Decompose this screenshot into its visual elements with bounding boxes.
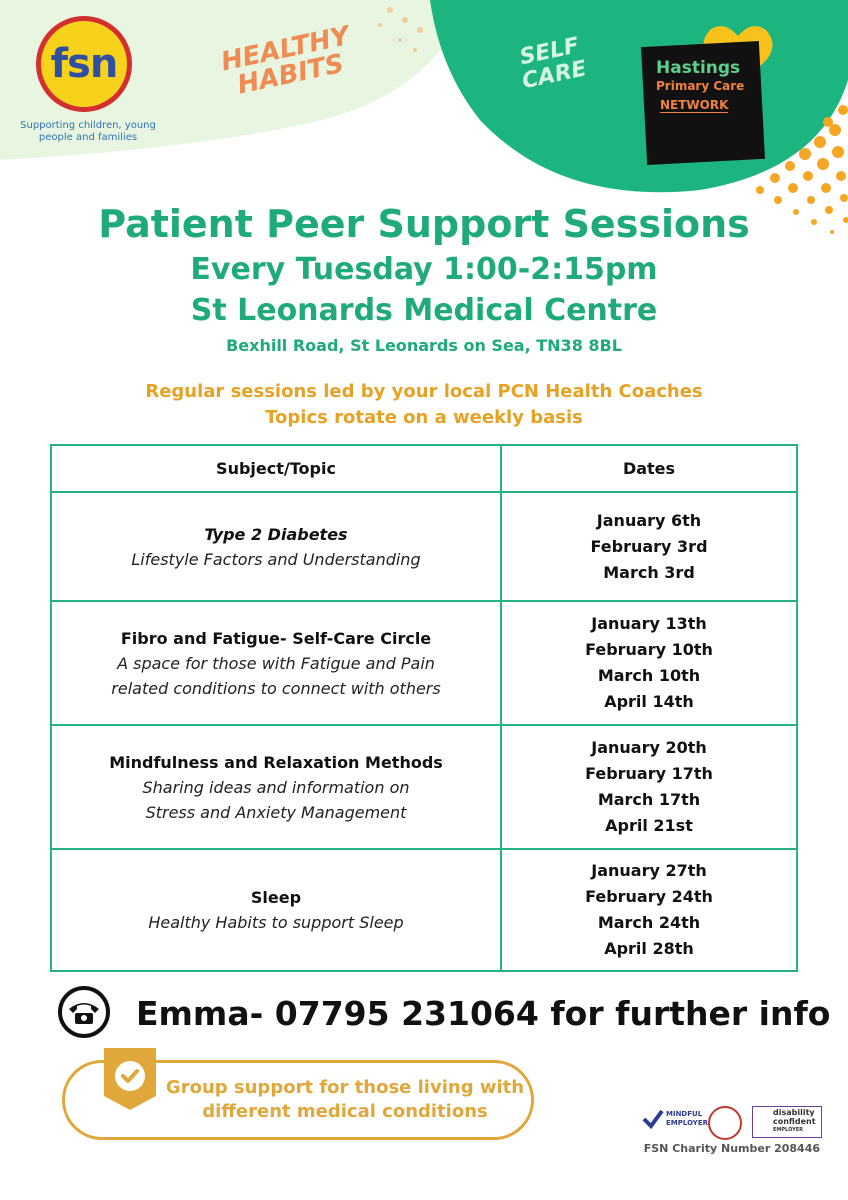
table-row-dates	[502, 726, 796, 848]
date-item: February 10th	[585, 640, 713, 659]
date-item: January 20th	[591, 738, 707, 757]
fsn-logo	[36, 16, 132, 112]
fsn-tagline: Supporting children, young people and families	[20, 120, 156, 143]
phone-icon	[58, 986, 110, 1038]
topic-title: Mindfulness and Relaxation Methods	[109, 752, 443, 772]
contact-info: Emma- 07795 231064 for further info	[136, 994, 831, 1033]
lead-line-1: Regular sessions led by your local PCN Health Coaches	[145, 381, 703, 402]
topic-description: related conditions to connect with others	[111, 678, 441, 698]
hpcn-logo-line3: NETWORK	[660, 98, 729, 112]
fsn-logo-text: fsn	[50, 41, 118, 87]
topic-title: Fibro and Fatigue- Self-Care Circle	[120, 628, 432, 648]
date-item: March 10th	[597, 666, 701, 685]
banner-line-1: Group support for those living with	[165, 1077, 525, 1098]
table-row-dates	[502, 850, 796, 970]
hpcn-logo-line2: Primary Care	[656, 79, 745, 93]
topic-description: Stress and Anxiety Management	[145, 802, 407, 822]
self-care-graphic: SELF CARE	[517, 33, 589, 95]
date-item: March 17th	[597, 790, 701, 809]
date-item: February 3rd	[590, 536, 708, 556]
check-icon	[642, 1108, 664, 1130]
table-header-topic: Subject/Topic	[216, 459, 336, 478]
topic-description: Sharing ideas and information on	[142, 777, 410, 797]
topic-title: Type 2 Diabetes	[204, 524, 348, 544]
date-item: January 27th	[591, 861, 707, 880]
table-header-dates: Dates	[622, 459, 676, 478]
disability-confident-logo	[752, 1106, 822, 1138]
mindful-logo-line2: EMPLOYER	[666, 1119, 709, 1127]
venue-name: St Leonards Medical Centre	[190, 293, 658, 328]
dc-logo-line2: confident	[773, 1117, 816, 1126]
date-item: January 13th	[591, 614, 707, 633]
dc-logo-line1: disability	[773, 1108, 815, 1117]
hastings-pcn-logo	[640, 18, 790, 158]
table-row-topic	[52, 850, 500, 970]
table-row-topic	[52, 602, 500, 724]
date-item: February 17th	[585, 764, 713, 783]
topic-description: Healthy Habits to support Sleep	[148, 913, 404, 932]
charity-number: FSN Charity Number 208446	[643, 1142, 820, 1155]
mindful-employer-logo	[642, 1108, 709, 1138]
checkmark-badge-icon	[104, 1048, 156, 1110]
table-row-dates	[502, 493, 796, 600]
date-item: April 14th	[604, 692, 694, 711]
venue-address: Bexhill Road, St Leonards on Sea, TN38 8BL	[226, 336, 622, 355]
banner-text	[160, 1076, 530, 1124]
date-item: February 24th	[585, 887, 713, 906]
healthy-habits-graphic: HEALTHY HABITS	[218, 21, 353, 101]
lead-line-2: Topics rotate on a weekly basis	[265, 407, 583, 428]
dc-logo-line3: EMPLOYER	[773, 1127, 804, 1133]
date-item: April 28th	[604, 939, 694, 958]
topic-description: A space for those with Fatigue and Pain	[117, 653, 435, 673]
topic-title: Sleep	[250, 888, 302, 907]
date-item: March 24th	[597, 913, 701, 932]
table-row-dates	[502, 602, 796, 724]
mindful-logo-line1: MINDFUL	[666, 1110, 703, 1118]
date-item: March 3rd	[603, 562, 695, 582]
table-row-topic	[52, 493, 500, 600]
banner-line-2: different medical conditions	[202, 1101, 488, 1122]
table-row-topic	[52, 726, 500, 848]
session-time: Every Tuesday 1:00-2:15pm	[190, 252, 658, 287]
hpcn-logo-line1: Hastings	[656, 58, 741, 78]
page-title: Patient Peer Support Sessions	[98, 202, 750, 246]
topic-description: Lifestyle Factors and Understanding	[131, 549, 421, 569]
date-item: April 21st	[605, 816, 693, 835]
date-item: January 6th	[596, 510, 702, 530]
investors-in-people-logo	[708, 1106, 742, 1140]
schedule-table	[50, 444, 798, 972]
